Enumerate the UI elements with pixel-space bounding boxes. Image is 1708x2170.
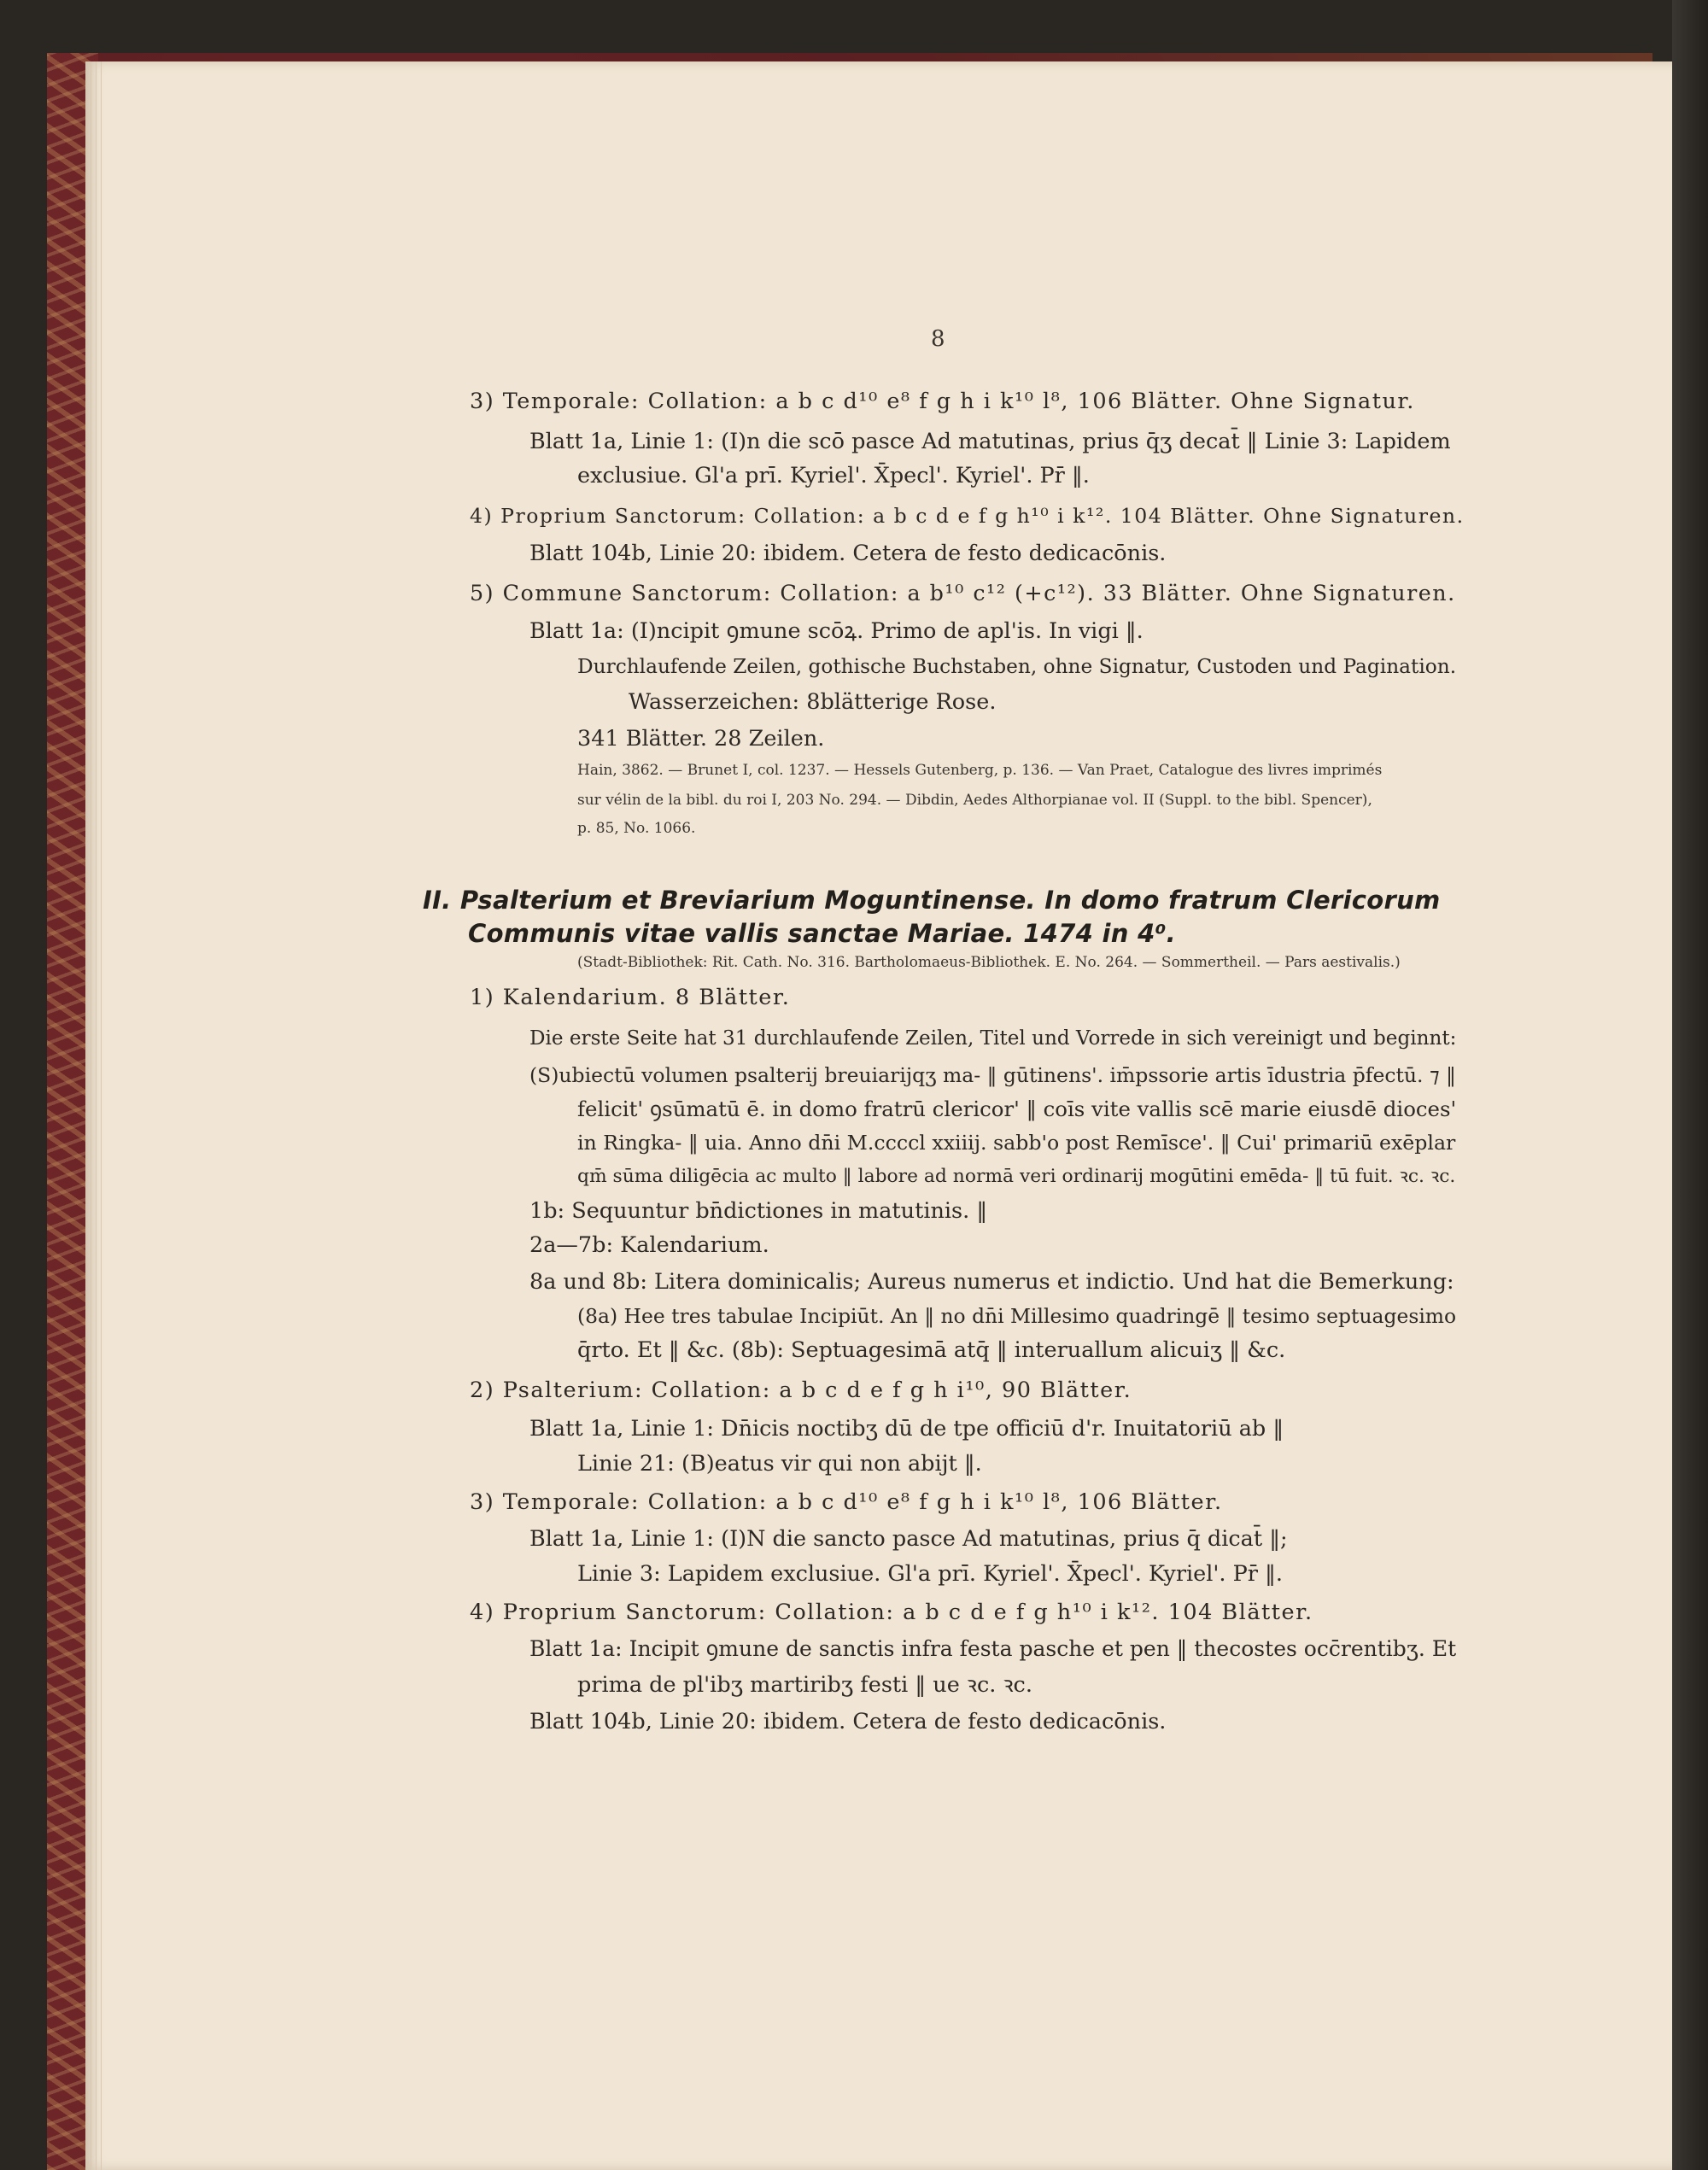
entry-line: (8a) Hee tres tabulae Incipiūt. An ‖ no dn̄i Millesimo quadringē ‖ tesimo septuagesimo <box>577 1304 1457 1328</box>
entry-proprium-2: 4) Proprium Sanctorum: Collation: a b c d e f g h¹⁰ i k¹². 104 Blätter. <box>470 1600 1313 1625</box>
entry-line: Blatt 1a: (I)ncipit ꝯmune scōꝝ. Primo de apl'is. In vigi ‖. <box>529 618 1144 644</box>
reference-line: sur vélin de la bibl. du roi I, 203 No. 294. — Dibdin, Aedes Althorpianae vol. II (Suppl. to the bibl. Spencer), <box>577 792 1372 809</box>
section-heading: Communis vitae vallis sanctae Mariae. 1474 in 4⁰. <box>468 919 1176 948</box>
entry-proprium: 4) Proprium Sanctorum: Collation: a b c d e f g h¹⁰ i k¹². 104 Blätter. Ohne Signaturen. <box>470 504 1465 528</box>
page-number: 8 <box>931 326 945 352</box>
reference-line: p. 85, No. 1066. <box>577 820 696 837</box>
entry-line: Die erste Seite hat 31 durchlaufende Zeilen, Titel und Vorrede in sich vereinigt und beginnt: <box>529 1027 1457 1050</box>
entry-commune: 5) Commune Sanctorum: Collation: a b¹⁰ c¹² (+c¹²). 33 Blätter. Ohne Signaturen. <box>470 580 1456 605</box>
section-heading: II. Psalterium et Breviarium Moguntinense. In domo fratrum Clericorum <box>423 886 1441 915</box>
entry-kalendarium: 1) Kalendarium. 8 Blätter. <box>470 985 791 1010</box>
entry-line: 8a und 8b: Litera dominicalis; Aureus numerus et indictio. Und hat die Bemerkung: <box>529 1269 1454 1295</box>
entry-line: qm̄ sūma diligēcia ac multo ‖ labore ad normā veri ordinarij mogūtini emēda- ‖ tū fuit. ꝛc. ꝛc. <box>577 1166 1456 1187</box>
entry-line: (S)ubiectū volumen psalterij breuiarijqʒ ma- ‖ gūtinens'. im̄pssorie artis īdustria p̄fectū. ⁊ ‖ <box>529 1063 1456 1087</box>
entry-line: Blatt 1a: Incipit ꝯmune de sanctis infra festa pasche et pen ‖ thecostes occ̄rentibʒ. Et <box>529 1636 1457 1661</box>
heading-subtitle: (Stadt-Bibliothek: Rit. Cath. No. 316. Bartholomaeus-Bibliothek. E. No. 264. — Sommertheil. — Pars aestivalis.) <box>577 954 1401 971</box>
entry-line: in Ringka- ‖ uia. Anno dn̄i M.ccccl xxiiij. sabb'o post Remīsce'. ‖ Cui' primariū exēplar <box>577 1131 1456 1155</box>
entry-line: exclusiue. Gl'a prī. Kyriel'. X̄pecl'. Kyriel'. Pr̄ ‖. <box>577 463 1090 488</box>
reference-line: Hain, 3862. — Brunet I, col. 1237. — Hessels Gutenberg, p. 136. — Van Praet, Catalogue des livres imprimés <box>577 762 1383 779</box>
entry-line: Blatt 104b, Linie 20: ibidem. Cetera de festo dedicacōnis. <box>529 1709 1167 1734</box>
entry-psalterium: 2) Psalterium: Collation: a b c d e f g h i¹⁰, 90 Blätter. <box>470 1377 1132 1403</box>
description-line: Durchlaufende Zeilen, gothische Buchstaben, ohne Signatur, Custoden und Pagination. <box>577 655 1457 678</box>
entry-line: q̄rto. Et ‖ &c. (8b): Septuagesimā atq̄ ‖ interuallum alicuiʒ ‖ &c. <box>577 1337 1286 1363</box>
entry-line: prima de pl'ibʒ martiribʒ festi ‖ ue ꝛc. ꝛc. <box>577 1672 1032 1698</box>
description-line: Wasserzeichen: 8blätterige Rose. <box>629 689 997 715</box>
entry-line: Blatt 1a, Linie 1: (I)n die scō pasce Ad matutinas, prius q̄ʒ decat̄ ‖ Linie 3: Lapidem <box>529 429 1451 454</box>
entry-line: Linie 21: (B)eatus vir qui non abijt ‖. <box>577 1451 982 1477</box>
entry-line: Blatt 1a, Linie 1: Dn̄icis noctibʒ dū de tpe officiū d'r. Inuitatoriū ab ‖ <box>529 1416 1284 1442</box>
description-line: 341 Blätter. 28 Zeilen. <box>577 726 825 752</box>
entry-line: Linie 3: Lapidem exclusiue. Gl'a prī. Kyriel'. X̄pecl'. Kyriel'. Pr̄ ‖. <box>577 1561 1283 1587</box>
entry-line: Blatt 104b, Linie 20: ibidem. Cetera de festo dedicacōnis. <box>529 541 1167 566</box>
entry-line: 1b: Sequuntur bn̄dictiones in matutinis. ‖ <box>529 1198 988 1224</box>
entry-line: 2a—7b: Kalendarium. <box>529 1232 769 1258</box>
entry-line: Blatt 1a, Linie 1: (I)N die sancto pasce Ad matutinas, prius q̄ dicat̄ ‖; <box>529 1526 1288 1552</box>
entry-temporale-2: 3) Temporale: Collation: a b c d¹⁰ e⁸ f g h i k¹⁰ l⁸, 106 Blätter. <box>470 1489 1223 1515</box>
entry-temporale: 3) Temporale: Collation: a b c d¹⁰ e⁸ f g h i k¹⁰ l⁸, 106 Blätter. Ohne Signatur. <box>470 389 1415 414</box>
entry-line: felicit' ꝯsūmatū ē. in domo fratrū clericor' ‖ coīs vite vallis scē marie eiusdē dioces' <box>577 1097 1457 1121</box>
